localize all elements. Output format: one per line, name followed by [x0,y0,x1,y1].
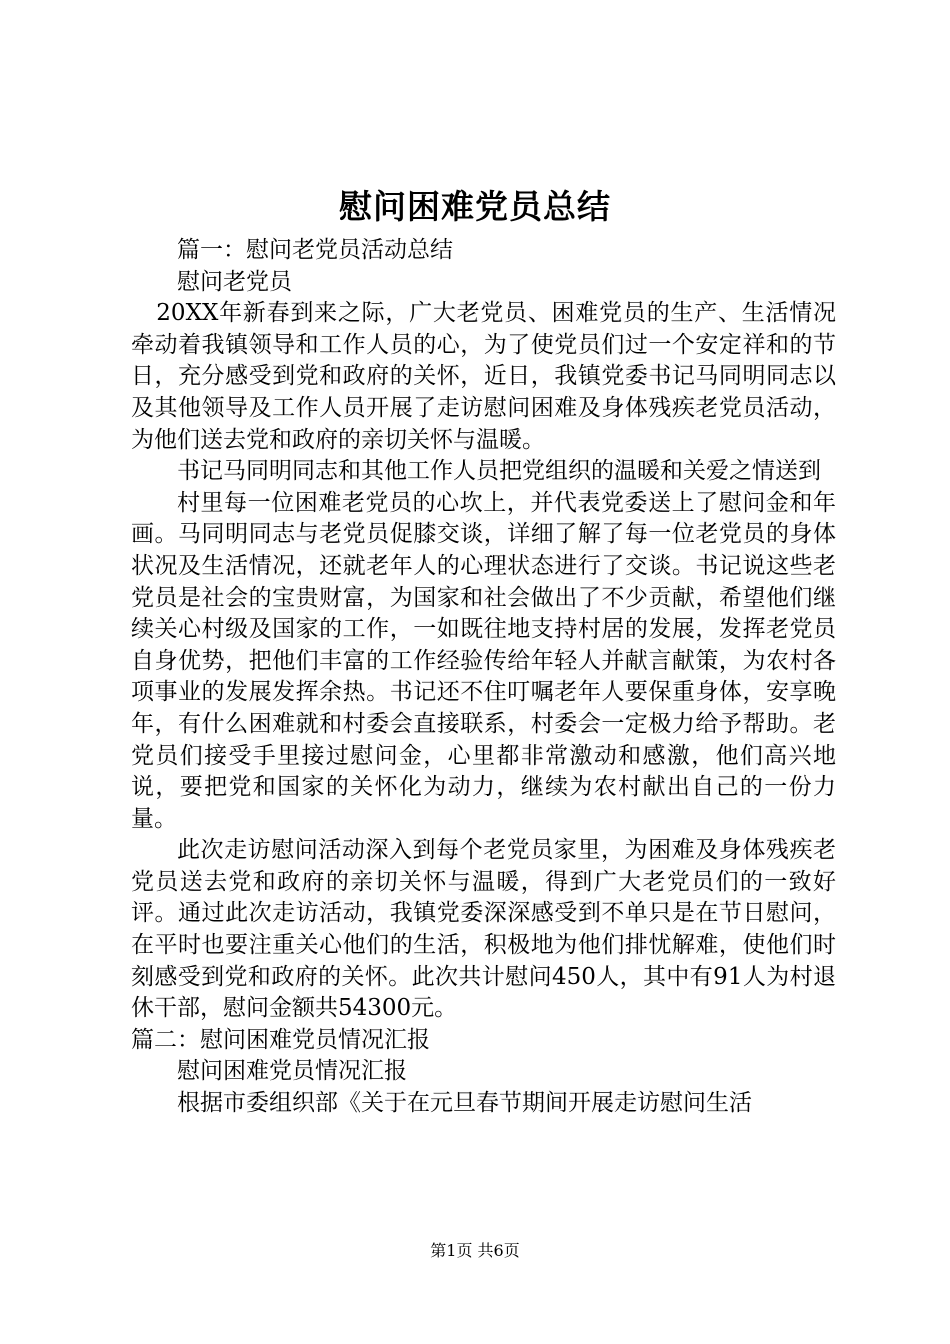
section-heading-2: 篇二：慰问困难党员情况汇报 [131,1026,430,1053]
section-heading-1: 篇一：慰问老党员活动总结 [177,237,453,263]
paragraph: 村里每一位困难老党员的心坎上，并代表党委送上了慰问金和年画。马同明同志与老党员促膝交谈，详细了解了每一位老党员的身体状况及生活情况，还就老年人的心理状态进行了交谈。书记说这些老党员是社会的宝贵财富，为国家和社会做出了不少贡献，希望他们继续关心村级及国家的工作，一如既往地支持村居的发展，发挥老党员自身优势，把他们丰富的工作经验传给年轻人并献言献策，为农村各项事业的发展发挥余热。书记还不住叮嘱老年人要保重身体，安享晚年，有什么困难就和村委会直接联系，村委会一定极力给予帮助。老党员们接受手里接过慰问金，心里都非常激动和感激，他们高兴地说，要把党和国家的关怀化为动力，继续为农村献出自己的一份力量。 [131,489,836,832]
document-body [131,235,836,1120]
subheading-2: 慰问困难党员情况汇报 [177,1058,407,1085]
paragraph: 20XX年新春到来之际，广大老党员、困难党员的生产、生活情况牵动着我镇领导和工作人员的心，为了使党员们过一个安定祥和的节日，充分感受到党和政府的关怀，近日，我镇党委书记马同明同志以及其他领导及工作人员开展了走访慰问困难及身体残疾老党员活动，为他们送去党和政府的亲切关怀与温暖。 [131,300,836,453]
paragraph: 书记马同明同志和其他工作人员把党组织的温暖和关爱之情送到 [177,458,821,485]
paragraph: 根据市委组织部《关于在元旦春节期间开展走访慰问生活 [177,1090,752,1117]
document-title: 慰问困难党员总结 [339,187,611,226]
subheading-1: 慰问老党员 [177,268,292,295]
page-footer: 第1页 共6页 [430,1241,520,1260]
paragraph: 此次走访慰问活动深入到每个老党员家里，为困难及身体残疾老党员送去党和政府的亲切关怀与温暖，得到广大老党员们的一致好评。通过此次走访活动，我镇党委深深感受到不单只是在节日慰问，在平时也要注重关心他们的生活，积极地为他们排忧解难，使他们时刻感受到党和政府的关怀。此次共计慰问450人，其中有91人为村退休干部，慰问金额共54300元。 [131,837,836,1022]
